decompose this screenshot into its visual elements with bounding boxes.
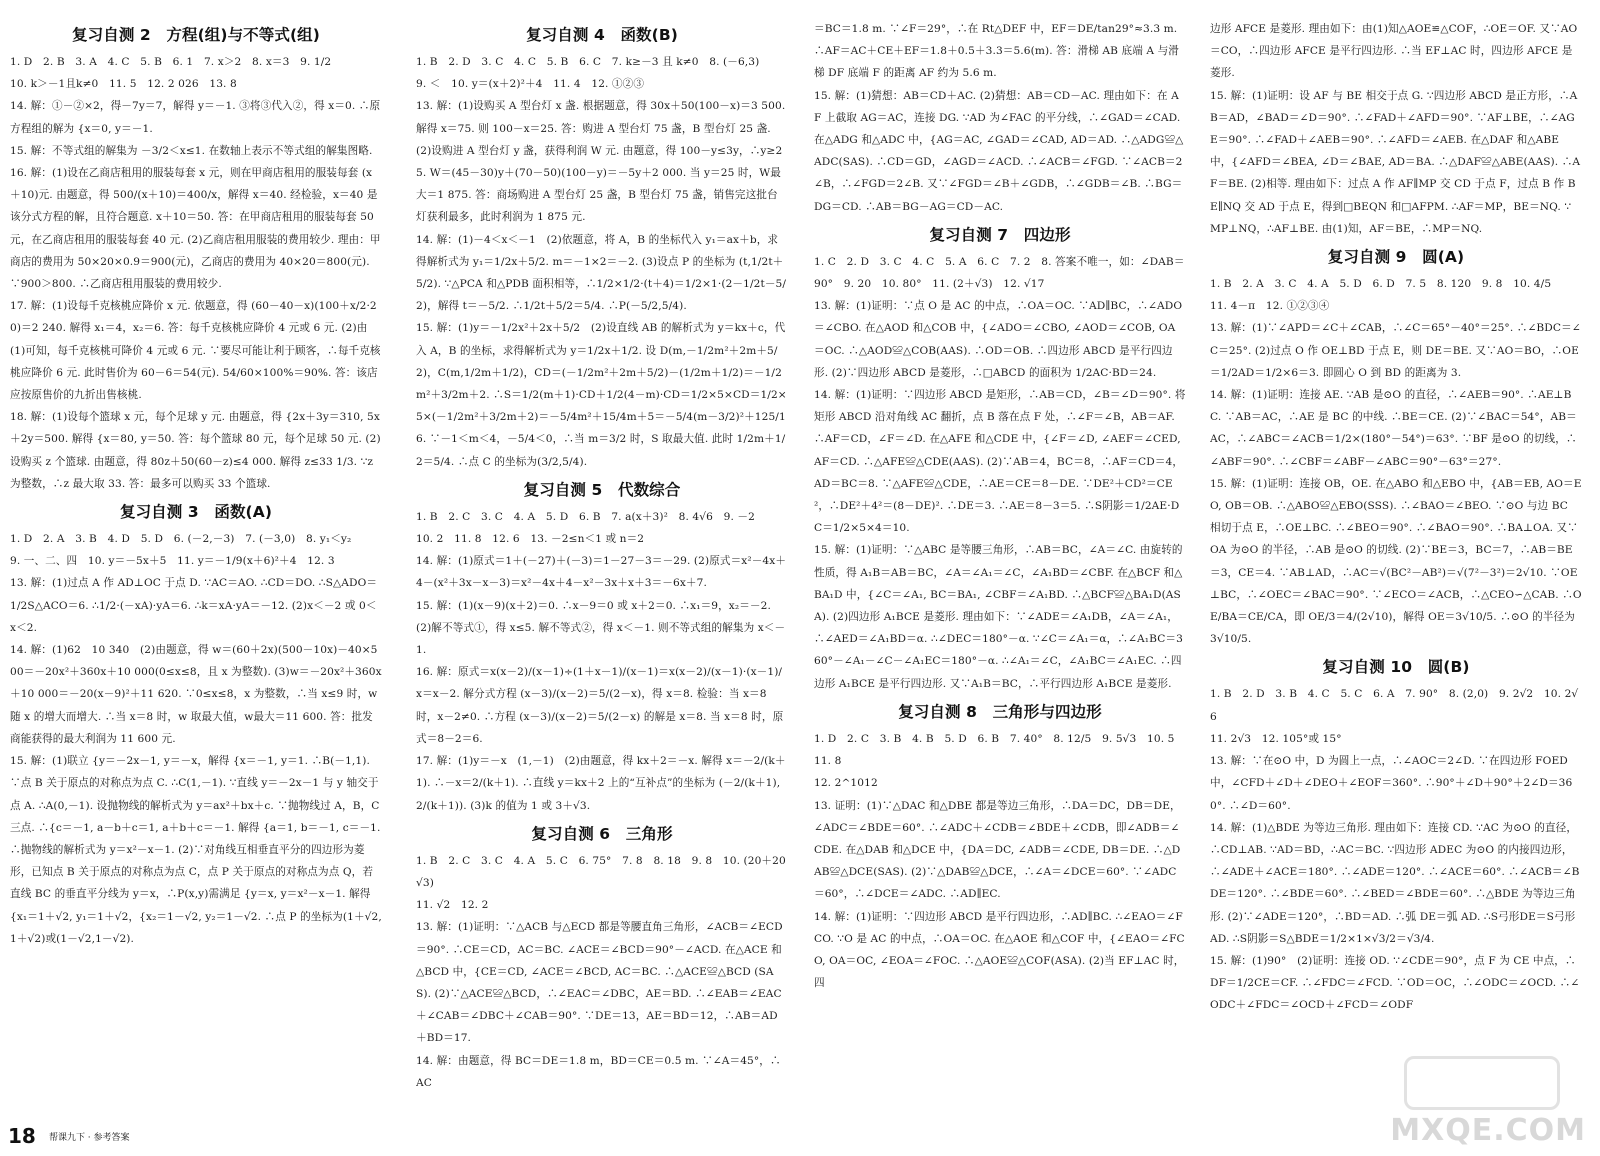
answer-paragraph: 16. 解：原式＝x(x－2)/(x－1)÷(1＋x－1)/(x－1)＝x(x－2)/(x－1)·(x－1)/x＝x－2. 解分式方程 (x－3)/(x－2)＝5/(2－x)，得 x＝8. 检验：当 x＝8 时，x－2≠0. ∴方程 (x－3)/(x－2)＝5/(2－x) 的解是 x＝8. 当 x＝8 时，原式＝8－2＝6.: [416, 666, 784, 745]
section-heading: 复习自测 6 三角形: [531, 824, 673, 843]
answer-paragraph: 9. 一、二、四 10. y＝－5x＋5 11. y＝－1/9(x＋6)²＋4 12. 3: [10, 555, 335, 568]
answer-paragraph: 11. √2 12. 2: [416, 899, 489, 912]
answer-paragraph: 1. B 2. D 3. B 4. C 5. C 6. A 7. 90° 8. (2,0) 9. 2√2 10. 2√6: [1210, 688, 1579, 723]
answer-paragraph: 1. B 2. A 3. C 4. A 5. D 6. D 7. 5 8. 120 9. 8 10. 4/5: [1210, 278, 1552, 291]
column-4: [1210, 18, 1582, 1118]
section-heading: 复习自测 5 代数综合: [523, 480, 681, 499]
answer-paragraph: 14. 解：(1)62 10 340 (2)由题意，得 w＝(60＋2x)(500－10x)－40×500＝－20x²＋360x＋10 000(0≤x≤8，且 x 为整数). (3)w＝－20x²＋360x＋10 000＝－20(x－9)²＋11 620. ∵0≤x≤8，x 为整数，∴当 x≤9 时，w 随 x 的增大而增大. ∴当 x＝8 时，w 取最大值，w最大＝11 600. 答：批发商能获得的最大利润为 11 600 元.: [10, 644, 382, 745]
answer-paragraph: 13. 解：(1)设购买 A 型台灯 x 盏. 根据题意，得 30x＋50(100－x)＝3 500. 解得 x＝75. 则 100－x＝25. 答：购进 A 型台灯 75 盏，B 型台灯 25 盏. (2)设购进 A 型台灯 y 盏，获得利润 W 元. 由题意，得 100－y≤3y，∴y≥25. W＝(45－30)y＋(70－50)(100－y)＝－5y＋2 000. 当 y＝25 时，W最大＝1 875. 答：商场购进 A 型台灯 25 盏，B 型台灯 75 盏，销售完这批台灯获利最多，此时利润为 1 875 元.: [416, 100, 786, 224]
answer-paragraph: 12. 2^1012: [814, 777, 878, 790]
section-heading: 复习自测 10 圆(B): [1322, 658, 1470, 677]
answer-paragraph: 13. 解：(1)∵∠APD＝∠C＋∠CAB，∴∠C＝65°－40°＝25°. ∴∠BDC＝∠C＝25°. (2)过点 O 作 OE⊥BD 于点 E，则 DE＝BE. 又∵AO＝BO，∴OE＝1/2AD＝1/2×6＝3. 即圆心 O 到 BD 的距离为 3.: [1210, 322, 1581, 379]
answer-paragraph: 1. B 2. D 3. C 4. C 5. B 6. C 7. k≥－3 且 k≠0 8. (－6,3): [416, 56, 760, 68]
answer-paragraph: 1. D 2. C 3. B 4. B 5. D 6. B 7. 40° 8. 12/5 9. 5√3 10. 5 11. 8: [814, 732, 1186, 768]
answer-paragraph: 1. C 2. D 3. C 4. C 5. A 6. C 7. 2 8. 答案不唯一，如：∠DAB＝90° 9. 20 10. 80° 11. (2＋√3) 12. √17: [814, 255, 1185, 291]
answer-paragraph: 15. 解：(1)证明：设 AF 与 BE 相交于点 G. ∵四边形 ABCD 是正方形，∴AB＝AD，∠BAD＝∠D＝90°. ∴∠FAD＋∠AFD＝90°. ∵AF⊥BE，∴∠AGE＝90°. ∴∠FAD＋∠AEB＝90°. ∴∠AFD＝∠AEB. 在△DAF 和△ABE 中，{∠AFD＝∠BEA, ∠D＝∠BAE, AD＝BA. ∴△DAF≌△ABE(AAS). ∴AF＝BE. (2)相等. 理由如下：过点 A 作 AF∥MP 交 CD 于点 F，过点 B 作 BE∥NQ 交 AD 于点 E，得到□BEQN 和□AFPM. ∴AF＝MP，BE＝NQ. ∵MP⊥NQ，∴AF⊥BE. 由(1)知，AF＝BE，∴MP＝NQ.: [1210, 89, 1581, 235]
answer-paragraph: 14. 解：(1)△BDE 为等边三角形. 理由如下：连接 CD. ∵AC 为⊙O 的直径，∴CD⊥AB. ∵AD＝BD，∴AC＝BC. ∵四边形 ADEC 为⊙O 的内接四边形，∴∠ADE＋∠ACE＝180°. ∴∠ADE＝120°. ∴∠ACE＝60°. ∴∠ACB＝∠BDE＝120°. ∴∠BDE＝60°. ∴∠BED＝∠BDE＝60°. ∴△BDE 为等边三角形. (2)∵∠ADE＝120°，∴BD＝AD. ∴弧 DE＝弧 AD. ∴S弓形DE＝S弓形AD. ∴S阴影＝S△BDE＝1/2×1×√3/2＝√3/4.: [1210, 821, 1580, 945]
watermark-badge: [1404, 1056, 1560, 1110]
watermark: MXQE.COM: [1390, 1113, 1586, 1148]
answer-paragraph: 1. B 2. C 3. C 4. A 5. C 6. 75° 7. 8 8. 18 9. 8 10. (20＋20√3): [416, 854, 786, 889]
answer-paragraph: ＝BC＝1.8 m. ∵∠F＝29°，∴在 Rt△DEF 中，EF＝DE/tan29°≈3.3 m. ∴AF＝AC＋CE＋EF＝1.8＋0.5＋3.3＝5.6(m). 答：滑梯 AB 底端 A 与滑梯 DF 底端 F 的距离 AF 约为 5.6 m.: [814, 23, 1179, 80]
section-heading: 复习自测 7 四边形: [929, 225, 1071, 244]
answer-paragraph: 15. 解：(1)猜想：AB＝CD＋AC. (2)猜想：AB＝CD－AC. 理由如下：在 AF 上截取 AG＝AC，连接 DG. ∵AD 为∠FAC 的平分线，∴∠GAD＝∠CAD. 在△ADG 和△ADC 中，{AG＝AC, ∠GAD＝∠CAD, AD＝AD. ∴△ADG≌△ADC(SAS). ∴CD＝GD，∠AGD＝∠ACD. ∴∠ACB＝∠FGD. ∵∠ACB＝2∠B，∴∠FGD＝2∠B. 又∵∠FGD＝∠B＋∠GDB，∴∠GDB＝∠B. ∴BG＝DG＝CD. ∴AB＝BG－AG＝CD－AC.: [814, 89, 1184, 213]
answer-paragraph: 边形 AFCE 是菱形. 理由如下：由(1)知△AOE≌△COF，∴OE＝OF. 又∵AO＝CO，∴四边形 AFCE 是平行四边形. ∴当 EF⊥AC 时，四边形 AFCE 是菱形.: [1210, 23, 1578, 80]
answer-paragraph: 15. 解：(1)(x－9)(x＋2)＝0. ∴x－9＝0 或 x＋2＝0. ∴x₁＝9，x₂＝－2. (2)解不等式①，得 x≤5. 解不等式②，得 x＜－1. 则不等式组的解集为 x＜－1.: [416, 599, 786, 657]
answer-paragraph: 9. ＜ 10. y＝(x＋2)²＋4 11. 4 12. ①②③: [416, 78, 645, 91]
answer-paragraph: 14. 解：(1)证明：连接 AE. ∵AB 是⊙O 的直径，∴∠AEB＝90°. ∴AE⊥BC. ∵AB＝AC，∴AE 是 BC 的中线. ∴BE＝CE. (2)∵∠BAC＝54°，AB＝AC，∴∠ABC＝∠ACB＝1/2×(180°－54°)＝63°. ∵BF 是⊙O 的切线，∴∠ABF＝90°. ∴∠CBF＝∠ABF－∠ABC＝90°－63°＝27°.: [1210, 389, 1577, 468]
section-heading: 复习自测 3 函数(A): [119, 503, 273, 522]
answer-paragraph: 10. 2 11. 8 12. 6 13. －2≤n＜1 或 n＝2: [416, 533, 645, 546]
answer-paragraph: 14. 解：①－②×2，得－7y＝7，解得 y＝－1. ③将③代入②，得 x＝0. ∴原方程组的解为 {x＝0, y＝－1.: [10, 100, 381, 135]
answer-paragraph: 15. 解：(1)证明：∵△ABC 是等腰三角形，∴AB＝BC，∠A＝∠C. 由旋转的性质，得 A₁B＝AB＝BC，∠A＝∠A₁＝∠C，∠A₁BD＝∠CBF. 在△BCF 和△BA₁D 中，{∠C＝∠A₁, BC＝BA₁, ∠CBF＝∠A₁BD. ∴△BCF≌△BA₁D(ASA). (2)四边形 A₁BCE 是菱形. 理由如下：∵∠ADE＝∠A₁DB，∠A＝∠A₁，∴∠AED＝∠A₁BD＝α. ∴∠DEC＝180°－α. ∵∠C＝∠A₁＝α，∴∠A₁BC＝360°－∠A₁－∠C－∠A₁EC＝180°－α. ∴∠A₁＝∠C，∠A₁BC＝∠A₁EC. ∴四边形 A₁BCE 是平行四边形. 又∵A₁B＝BC，∴平行四边形 A₁BCE 是菱形.: [814, 544, 1183, 690]
column-3: [814, 18, 1186, 1118]
column-2: [416, 18, 788, 1118]
answer-paragraph: 15. 解：(1)联立 {y＝－2x－1, y＝－x，解得 {x＝－1, y＝1. ∴B(－1,1). ∵点 B 关于原点的对称点为点 C. ∴C(1,－1). ∵直线 y＝－2x－1 与 y 轴交于点 A. ∴A(0,－1). 设抛物线的解析式为 y＝ax²＋bx＋c. ∵抛物线过 A，B，C 三点. ∴{c＝－1, a－b＋c＝1, a＋b＋c＝－1. 解得 {a＝1, b＝－1, c＝－1. ∴抛物线的解析式为 y＝x²－x－1. (2)∵对角线互相垂直平分的四边形为菱形，已知点 B 关于原点的对称点为点 C，点 P 关于原点的对称点为点 Q，若直线 BC 的垂直平分线为 y＝x，∴P(x,y)需满足 {y＝x, y＝x²－x－1. 解得 {x₁＝1＋√2, y₁＝1＋√2，{x₂＝1－√2, y₂＝1－√2. ∴点 P 的坐标为(1＋√2,1＋√2)或(1－√2,1－√2).: [10, 755, 382, 945]
answer-paragraph: 1. D 2. B 3. A 4. C 5. B 6. 1 7. x＞2 8. x＝3 9. 1/2: [10, 56, 332, 68]
answer-paragraph: 15. 解：(1)90° (2)证明：连接 OD. ∵∠CDE＝90°，点 F 为 CE 中点，∴DF＝1/2CE＝CF. ∴∠FDC＝∠FCD. ∵OD＝OC，∴∠ODC＝∠OCD. ∴∠ODC＋∠FDC＝∠OCD＋∠FCD＝∠ODF: [1210, 954, 1580, 1012]
answer-paragraph: 11. 2√3 12. 105°或 15°: [1210, 732, 1342, 745]
answer-paragraph: 17. 解：(1)y＝－x (1,－1) (2)由题意，得 kx＋2＝－x. 解得 x＝－2/(k＋1). ∴－x＝2/(k＋1). ∴直线 y＝kx＋2 上的“互补点”的坐标为 (－2/(k＋1),2/(k＋1)). (3)k 的值为 1 或 3＋√3.: [416, 755, 786, 812]
answer-paragraph: 13. 解：∵在⊙O 中，D 为圆上一点，∴∠AOC＝2∠D. ∵在四边形 FOED 中，∠CFD＋∠D＋∠DEO＋∠EOF＝360°. ∴90°＋∠D＋90°＋2∠D＝360°. ∴∠D＝60°.: [1210, 755, 1573, 812]
answer-paragraph: 17. 解：(1)设每千克核桃应降价 x 元. 依题意，得 (60－40－x)(100＋x/2·20)＝2 240. 解得 x₁＝4，x₂＝6. 答：每千克核桃应降价 4 元或 6 元. (2)由(1)可知，每千克核桃可降价 4 元或 6 元. ∵要尽可能让利于顾客，∴每千克核桃应降价 6 元. 此时售价为 60－6＝54(元). 54/60×100%＝90%. 答：该店应按原售价的九折出售核桃.: [10, 300, 381, 402]
answer-paragraph: 16. 解：(1)设在乙商店租用的服装每套 x 元，则在甲商店租用的服装每套 (x＋10)元. 由题意，得 500/(x＋10)＝400/x，解得 x＝40. 经检验，x＝40 是该分式方程的解，且符合题意. x＋10＝50. 答：在甲商店租用的服装每套 50 元，在乙商店租用的服装每套 40 元. (2)乙商店租用服装的费用较少. 理由：甲商店的费用为 50×20×0.9＝900(元)，乙商店的费用为 40×20＝800(元). ∵900＞800. ∴乙商店租用服装的费用较少.: [10, 167, 381, 291]
answer-paragraph: 1. D 2. A 3. B 4. D 5. D 6. (－2,－3) 7. (－3,0) 8. y₁＜y₂: [10, 533, 352, 546]
answer-paragraph: 14. 解：(1)原式＝1＋(－27)＋(－3)＝1－27－3＝－29. (2)原式＝x²－4x＋4－(x²＋3x－x－3)＝x²－4x＋4－x²－3x＋x＋3＝－6x＋7.: [416, 555, 787, 590]
answer-paragraph: 13. 解：(1)证明：∵点 O 是 AC 的中点，∴OA＝OC. ∵AD∥BC，∴∠ADO＝∠CBO. 在△AOD 和△COB 中，{∠ADO＝∠CBO, ∠AOD＝∠COB, OA＝OC. ∴△AOD≌△COB(AAS). ∴OD＝OB. ∴四边形 ABCD 是平行四边形. (2)∵四边形 ABCD 是菱形，∴□ABCD 的面积为 1/2AC·BD＝24.: [814, 300, 1183, 379]
answer-paragraph: 13. 解：(1)过点 A 作 AD⊥OC 于点 D. ∵AC＝AO. ∴CD＝DO. ∴S△ADO＝1/2S△ACO＝6. ∴1/2·(－xA)·yA＝6. ∴k＝xA·yA＝－12. (2)x＜－2 或 0＜x＜2.: [10, 577, 378, 634]
answer-paragraph: 14. 解：由题意，得 BC＝DE＝1.8 m，BD＝CE＝0.5 m. ∵∠A＝45°，∴AC: [416, 1054, 781, 1089]
answer-paragraph: 15. 解：不等式组的解集为 －3/2＜x≤1. 在数轴上表示不等式组的解集图略.: [10, 144, 373, 157]
answer-paragraph: 11. 4－π 12. ①②③④: [1210, 300, 1330, 313]
section-heading: 复习自测 9 圆(A): [1327, 248, 1465, 267]
section-heading: 复习自测 8 三角形与四边形: [898, 702, 1102, 721]
page-number: 18: [8, 1124, 36, 1148]
column-1: [10, 18, 382, 1118]
answer-paragraph: 18. 解：(1)设每个篮球 x 元，每个足球 y 元. 由题意，得 {2x＋3y＝310, 5x＋2y＝500. 解得 {x＝80, y＝50. 答：每个篮球 80 元，每个足球 50 元. (2)设购买 z 个篮球. 由题意，得 80z＋50(60－z)≤4 000. 解得 z≤33 1/3. ∵z 为整数，∴z 最大取 33. 答：最多可以购买 33 个篮球.: [10, 411, 381, 490]
footer-label: 帮课九下 · 参考答案: [48, 1132, 130, 1143]
answer-paragraph: 14. 解：(1)－4＜x＜－1 (2)依题意，将 A，B 的坐标代入 y₁＝ax＋b，求得解析式为 y₁＝1/2x＋5/2. m＝－1×2＝－2. (3)设点 P 的坐标为 (t,1/2t＋5/2). ∵△PCA 和△PDB 面积相等，∴1/2×1/2·(t＋4)＝1/2×1·(2－1/2t－5/2)，解得 t＝－5/2. ∴1/2t＋5/2＝5/4. ∴P(－5/2,5/4).: [416, 233, 787, 313]
answer-paragraph: 10. k＞－1且k≠0 11. 5 12. 2 026 13. 8: [10, 78, 237, 91]
page-footer: [8, 1124, 130, 1148]
section-heading: 复习自测 4 函数(B): [526, 26, 678, 44]
answer-paragraph: 15. 解：(1)y＝－1/2x²＋2x＋5/2 (2)设直线 AB 的解析式为 y＝kx＋c，代入 A，B 的坐标，求得解析式为 y＝1/2x＋1/2. 设 D(m,－1/2m²＋2m＋5/2)，C(m,1/2m＋1/2)，CD＝(－1/2m²＋2m＋5/2)－(1/2m＋1/2)＝－1/2m²＋3/2m＋2. ∴S＝1/2(m＋1)·CD＋1/2(4－m)·CD＝1/2×5×CD＝1/2×5×(－1/2m²＋3/2m＋2)＝－5/4m²＋15/4m＋5＝－5/4(m－3/2)²＋125/16. ∵－1＜m＜4，－5/4＜0，∴当 m＝3/2 时，S 取最大值. 此时 1/2m＋1/2＝5/4. ∴点 C 的坐标为(3/2,5/4).: [416, 322, 787, 468]
answer-paragraph: 13. 证明：(1)∵△DAC 和△DBE 都是等边三角形，∴DA＝DC，DB＝DE，∠ADC＝∠BDE＝60°. ∴∠ADC＋∠CDB＝∠BDE＋∠CDB，即∠ADB＝∠CDE. 在△DAB 和△DCE 中，{DA＝DC, ∠ADB＝∠CDE, DB＝DE. ∴△DAB≌△DCE(SAS). (2)∵△DAB≌△DCE，∴∠A＝∠DCE＝60°. ∵∠ADC＝60°，∴∠DCE＝∠ADC. ∴AD∥EC.: [814, 799, 1181, 901]
answer-paragraph: 15. 解：(1)证明：连接 OB，OE. 在△ABO 和△EBO 中，{AB＝EB, AO＝EO, OB＝OB. ∴△ABO≌△EBO(SSS). ∴∠BAO＝∠BEO. ∵⊙O 与边 BC 相切于点 E，∴OE⊥BC. ∴∠BEO＝90°. ∴∠BAO＝90°. ∴BA⊥OA. 又∵OA 为⊙O 的半径，∴AB 是⊙O 的切线. (2)∵BE＝3，BC＝7，∴AB＝BE＝3，CE＝4. ∵AB⊥AD，∴AC＝√(BC²－AB²)＝√(7²－3²)＝2√10. ∵OE⊥BC，∴∠OEC＝∠BAC＝90°. ∵∠ECO＝∠ACB，∴△CEO∽△CAB. ∴OE/BA＝CE/CA，即 OE/3＝4/(2√10)，解得 OE＝3√10/5. ∴⊙O 的半径为 3√10/5.: [1210, 477, 1582, 646]
answer-paragraph: 14. 解：(1)证明：∵四边形 ABCD 是平行四边形，∴AD∥BC. ∴∠EAO＝∠FCO. ∵O 是 AC 的中点，∴OA＝OC. 在△AOE 和△COF 中，{∠EAO＝∠FCO, OA＝OC, ∠EOA＝∠FOC. ∴△AOE≌△COF(ASA). (2)当 EF⊥AC 时，四: [814, 910, 1185, 990]
answer-paragraph: 13. 解：(1)证明：∵△ACB 与△ECD 都是等腰直角三角形，∠ACB＝∠ECD＝90°. ∴CE＝CD，AC＝BC. ∠ACE＝∠BCD＝90°－∠ACD. 在△ACE 和△BCD 中，{CE＝CD, ∠ACE＝∠BCD, AC＝BC. ∴△ACE≌△BCD (SAS). (2)∵△ACE≌△BCD，∴∠EAC＝∠DBC，AE＝BD. ∴∠EAB＝∠EAC＋∠CAB＝∠DBC＋∠CAB＝90°. ∵DE＝13，AE＝BD＝12，∴AB＝AD＋BD＝17.: [416, 921, 783, 1045]
answer-paragraph: 1. B 2. C 3. C 4. A 5. D 6. B 7. a(x＋3)² 8. 4√6 9. －2: [416, 510, 755, 523]
answer-paragraph: 14. 解：(1)证明：∵四边形 ABCD 是矩形，∴AB＝CD，∠B＝∠D＝90°. 将矩形 ABCD 沿对角线 AC 翻折，点 B 落在点 F 处，∴∠F＝∠B，AB＝AF. ∴AF＝CD，∠F＝∠D. 在△AFE 和△CDE 中，{∠F＝∠D, ∠AEF＝∠CED, AF＝CD. ∴△AFE≌△CDE(AAS). (2)∵AB＝4，BC＝8，∴AF＝CD＝4，AD＝BC＝8. ∵△AFE≌△CDE，∴AE＝CE＝8－DE. ∵DE²＋CD²＝CE²，∴DE²＋4²＝(8－DE)². ∴DE＝3. ∴AE＝8－3＝5. ∴S阴影＝1/2AE·DC＝1/2×5×4＝10.: [814, 389, 1186, 535]
section-heading: 复习自测 2 方程(组)与不等式(组): [72, 26, 320, 44]
